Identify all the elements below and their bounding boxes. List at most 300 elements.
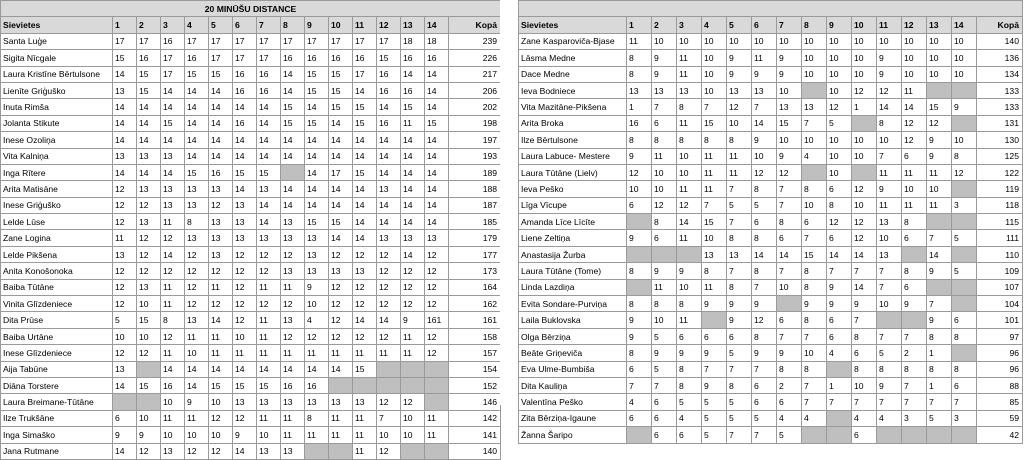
stage-score: 15	[329, 214, 353, 230]
stage-score: 12	[329, 312, 353, 328]
stage-score: 9	[185, 394, 209, 410]
stage-score: 9	[652, 66, 677, 82]
stage-score: 10	[952, 33, 977, 49]
stage-score: 12	[137, 246, 161, 262]
stage-score: 16	[401, 50, 425, 66]
stage-score: 9	[877, 66, 902, 82]
stage-score: 6	[952, 377, 977, 393]
stage-score: 9	[652, 50, 677, 66]
column-header: 5	[727, 17, 752, 33]
stage-score: 14	[209, 361, 233, 377]
stage-score: 6	[113, 410, 137, 426]
stage-score: 13	[281, 263, 305, 279]
stage-score: 10	[827, 148, 852, 164]
athlete-name: Laura Labuce- Mestere	[519, 148, 627, 164]
column-header: 10	[329, 17, 353, 33]
stage-score: 6	[777, 312, 802, 328]
stage-score: 18	[401, 33, 425, 49]
header-row	[1, 17, 501, 33]
stage-score: 9	[777, 50, 802, 66]
athlete-name: Baiba Tūtāne	[1, 279, 113, 295]
stage-score: 16	[377, 115, 401, 131]
stage-score: 13	[329, 263, 353, 279]
stage-score: 8	[927, 328, 952, 344]
athlete-name: Zane Logina	[1, 230, 113, 246]
stage-score: 15	[927, 99, 952, 115]
stage-score: 14	[209, 99, 233, 115]
stage-score: 14	[233, 181, 257, 197]
stage-score: 8	[677, 361, 702, 377]
stage-score: 14	[329, 132, 353, 148]
stage-score: 8	[627, 66, 652, 82]
stage-score	[137, 394, 161, 410]
stage-score: 12	[257, 263, 281, 279]
stage-score: 5	[777, 427, 802, 443]
stage-score: 9	[137, 427, 161, 443]
stage-score: 10	[652, 164, 677, 180]
column-header: 4	[185, 17, 209, 33]
stage-score: 14	[902, 99, 927, 115]
stage-score: 9	[113, 427, 137, 443]
stage-score: 10	[702, 33, 727, 49]
table-row	[519, 345, 1023, 361]
stage-score: 12	[752, 312, 777, 328]
stage-score: 10	[137, 410, 161, 426]
stage-score: 13	[209, 230, 233, 246]
table-row	[1, 82, 501, 98]
stage-score: 12	[209, 296, 233, 312]
stage-score: 8	[752, 328, 777, 344]
column-header: 8	[281, 17, 305, 33]
stage-score: 11	[185, 410, 209, 426]
stage-score: 10	[377, 427, 401, 443]
stage-score: 13	[209, 181, 233, 197]
stage-score: 14	[401, 197, 425, 213]
stage-score: 6	[902, 279, 927, 295]
athlete-name: Ieva Bodniece	[519, 82, 627, 98]
stage-score: 11	[927, 164, 952, 180]
stage-score: 16	[185, 50, 209, 66]
stage-score: 8	[927, 361, 952, 377]
stage-score: 12	[777, 164, 802, 180]
stage-score	[627, 214, 652, 230]
stage-score: 13	[305, 230, 329, 246]
stage-score: 11	[425, 410, 449, 426]
table-row	[1, 377, 501, 393]
athlete-name: Lienīte Griģuško	[1, 82, 113, 98]
stage-score: 6	[652, 394, 677, 410]
stage-score: 13	[233, 394, 257, 410]
stage-score: 12	[113, 263, 137, 279]
stage-score: 7	[777, 263, 802, 279]
athlete-name: Lāsma Medne	[519, 50, 627, 66]
stage-score: 14	[677, 214, 702, 230]
stage-score	[952, 82, 977, 98]
athlete-name: Ieva Peško	[519, 181, 627, 197]
athlete-name: Laila Buklovska	[519, 312, 627, 328]
stage-score: 16	[281, 50, 305, 66]
stage-score: 10	[852, 33, 877, 49]
column-header: 3	[677, 17, 702, 33]
stage-score: 14	[329, 181, 353, 197]
stage-score: 1	[852, 99, 877, 115]
total-score: 107	[977, 279, 1023, 295]
stage-score: 17	[233, 50, 257, 66]
stage-score: 15	[233, 164, 257, 180]
stage-score: 9	[727, 66, 752, 82]
athlete-name: Jolanta Stikute	[1, 115, 113, 131]
stage-score: 7	[727, 214, 752, 230]
table-row	[1, 197, 501, 213]
stage-score: 12	[377, 328, 401, 344]
stage-score: 14	[353, 132, 377, 148]
stage-score: 16	[425, 50, 449, 66]
total-score: 97	[977, 328, 1023, 344]
stage-score: 12	[185, 296, 209, 312]
stage-score: 14	[305, 148, 329, 164]
table-row	[519, 33, 1023, 49]
stage-score	[329, 377, 353, 393]
stage-score: 8	[702, 132, 727, 148]
column-header: 14	[952, 17, 977, 33]
stage-score: 10	[652, 312, 677, 328]
stage-score: 7	[727, 181, 752, 197]
stage-score: 12	[627, 164, 652, 180]
stage-score	[113, 394, 137, 410]
stage-score: 11	[329, 345, 353, 361]
total-score: 226	[449, 50, 501, 66]
stage-score: 13	[877, 214, 902, 230]
stage-score: 14	[425, 164, 449, 180]
table-row	[519, 410, 1023, 426]
stage-score: 15	[233, 377, 257, 393]
stage-score: 10	[802, 132, 827, 148]
stage-score: 7	[727, 427, 752, 443]
stage-score: 14	[305, 132, 329, 148]
column-header: Sievietes	[519, 17, 627, 33]
stage-score: 7	[627, 377, 652, 393]
stage-score: 14	[353, 82, 377, 98]
stage-score: 12	[137, 443, 161, 459]
stage-score: 10	[927, 66, 952, 82]
stage-score: 14	[137, 99, 161, 115]
stage-score	[777, 296, 802, 312]
stage-score: 14	[257, 148, 281, 164]
stage-score	[702, 312, 727, 328]
stage-score: 8	[627, 132, 652, 148]
table-row	[1, 279, 501, 295]
stage-score: 15	[305, 214, 329, 230]
table-row	[519, 197, 1023, 213]
table-row	[519, 99, 1023, 115]
stage-score: 4	[777, 410, 802, 426]
stage-score: 10	[802, 33, 827, 49]
stage-score: 10	[827, 82, 852, 98]
stage-score: 10	[952, 132, 977, 148]
stage-score: 14	[927, 246, 952, 262]
stage-score: 14	[777, 246, 802, 262]
stage-score: 4	[305, 312, 329, 328]
stage-score: 10	[802, 66, 827, 82]
stage-score: 17	[281, 33, 305, 49]
stage-score: 5	[727, 410, 752, 426]
stage-score: 8	[677, 99, 702, 115]
stage-score: 11	[257, 312, 281, 328]
stage-score: 13	[281, 443, 305, 459]
stage-score: 9	[827, 279, 852, 295]
stage-score: 11	[161, 279, 185, 295]
stage-score: 14	[329, 115, 353, 131]
sheet-title: 20 MINŪŠU DISTANCE	[1, 1, 501, 17]
stage-score: 11	[752, 50, 777, 66]
stage-score: 15	[281, 99, 305, 115]
stage-score: 14	[752, 246, 777, 262]
stage-score: 13	[281, 230, 305, 246]
stage-score: 8	[952, 361, 977, 377]
stage-score: 9	[727, 312, 752, 328]
stage-score: 8	[802, 312, 827, 328]
stage-score: 8	[627, 345, 652, 361]
stage-score: 10	[677, 148, 702, 164]
stage-score: 17	[113, 33, 137, 49]
stage-score	[902, 246, 927, 262]
stage-score: 14	[281, 361, 305, 377]
stage-score: 9	[752, 66, 777, 82]
stage-score: 10	[902, 33, 927, 49]
total-score: 59	[977, 410, 1023, 426]
stage-score: 17	[353, 66, 377, 82]
stage-score: 15	[185, 164, 209, 180]
table-row	[1, 427, 501, 443]
stage-score: 10	[702, 82, 727, 98]
total-score: 141	[449, 427, 501, 443]
column-header: 6	[752, 17, 777, 33]
stage-score: 11	[353, 345, 377, 361]
total-score: 130	[977, 132, 1023, 148]
stage-score: 12	[257, 296, 281, 312]
stage-score: 14	[281, 197, 305, 213]
stage-score: 14	[401, 66, 425, 82]
stage-score: 15	[425, 115, 449, 131]
athlete-name: Inga Simaško	[1, 427, 113, 443]
table-row	[1, 50, 501, 66]
stage-score: 12	[113, 181, 137, 197]
total-score: 42	[977, 427, 1023, 443]
stage-score: 15	[161, 115, 185, 131]
stage-score: 11	[902, 197, 927, 213]
stage-score: 9	[802, 296, 827, 312]
stage-score: 13	[233, 197, 257, 213]
stage-score: 13	[185, 197, 209, 213]
stage-score	[952, 181, 977, 197]
stage-score: 10	[702, 230, 727, 246]
stage-score: 14	[305, 181, 329, 197]
column-header: 14	[425, 17, 449, 33]
stage-score: 13	[161, 148, 185, 164]
stage-score: 11	[329, 427, 353, 443]
stage-score: 12	[185, 279, 209, 295]
stage-score: 14	[113, 443, 137, 459]
stage-score: 9	[927, 312, 952, 328]
stage-score: 14	[377, 312, 401, 328]
athlete-name: Baiba Urtāne	[1, 328, 113, 344]
stage-score: 11	[209, 279, 233, 295]
stage-score: 3	[952, 197, 977, 213]
stage-score: 7	[802, 328, 827, 344]
stage-score: 12	[401, 263, 425, 279]
stage-score: 7	[652, 99, 677, 115]
stage-score: 12	[353, 279, 377, 295]
stage-score: 10	[209, 394, 233, 410]
stage-score: 13	[113, 148, 137, 164]
athlete-name: Anastasija Žurba	[519, 246, 627, 262]
stage-score: 5	[927, 410, 952, 426]
stage-score: 7	[752, 99, 777, 115]
stage-score: 7	[927, 394, 952, 410]
total-score: 161	[449, 312, 501, 328]
stage-score: 7	[902, 328, 927, 344]
stage-score: 14	[257, 132, 281, 148]
stage-score: 8	[677, 296, 702, 312]
stage-score	[425, 377, 449, 393]
stage-score: 9	[752, 345, 777, 361]
stage-score: 12	[233, 296, 257, 312]
stage-score: 12	[425, 263, 449, 279]
athlete-name: Ilze Bērtulsone	[519, 132, 627, 148]
stage-score: 13	[627, 82, 652, 98]
stage-score: 11	[677, 66, 702, 82]
stage-score: 13	[281, 312, 305, 328]
stage-score: 4	[677, 410, 702, 426]
stage-score	[305, 443, 329, 459]
stage-score: 12	[377, 394, 401, 410]
stage-score: 8	[852, 328, 877, 344]
stage-score: 8	[652, 132, 677, 148]
stage-score: 15	[137, 66, 161, 82]
stage-score: 8	[185, 214, 209, 230]
stage-score: 15	[281, 115, 305, 131]
stage-score: 17	[305, 33, 329, 49]
results-table-left	[0, 0, 501, 460]
table-row	[1, 181, 501, 197]
stage-score: 12	[137, 197, 161, 213]
stage-score	[827, 361, 852, 377]
stage-score	[952, 345, 977, 361]
stage-score: 10	[627, 181, 652, 197]
stage-score: 13	[113, 82, 137, 98]
stage-score: 14	[353, 197, 377, 213]
table-row	[519, 312, 1023, 328]
stage-score	[852, 164, 877, 180]
stage-score: 5	[752, 410, 777, 426]
stage-score: 16	[305, 50, 329, 66]
stage-score: 14	[113, 164, 137, 180]
stage-score: 5	[952, 230, 977, 246]
stage-score: 8	[752, 263, 777, 279]
stage-score: 15	[209, 377, 233, 393]
stage-score: 14	[209, 115, 233, 131]
total-score: 96	[977, 361, 1023, 377]
stage-score: 12	[233, 410, 257, 426]
stage-score: 6	[827, 328, 852, 344]
stage-score: 8	[777, 361, 802, 377]
stage-score: 8	[802, 263, 827, 279]
stage-score: 6	[652, 410, 677, 426]
column-header: 13	[927, 17, 952, 33]
stage-score: 13	[209, 214, 233, 230]
table-row	[519, 132, 1023, 148]
athlete-name: Liene Zeltiņa	[519, 230, 627, 246]
stage-score: 11	[113, 230, 137, 246]
stage-score: 14	[377, 164, 401, 180]
stage-score: 9	[627, 230, 652, 246]
stage-score: 13	[652, 82, 677, 98]
stage-score: 12	[852, 230, 877, 246]
stage-score: 17	[137, 33, 161, 49]
stage-score: 11	[257, 279, 281, 295]
stage-score: 11	[401, 328, 425, 344]
stage-score: 14	[305, 164, 329, 180]
stage-score: 10	[777, 82, 802, 98]
stage-score: 7	[952, 394, 977, 410]
total-score: 136	[977, 50, 1023, 66]
stage-score: 14	[185, 115, 209, 131]
stage-score: 8	[802, 181, 827, 197]
stage-score: 11	[677, 115, 702, 131]
stage-score: 13	[401, 230, 425, 246]
stage-score: 13	[185, 230, 209, 246]
stage-score: 7	[777, 197, 802, 213]
stage-score	[952, 279, 977, 295]
stage-score: 5	[827, 115, 852, 131]
stage-score: 14	[209, 312, 233, 328]
stage-score: 14	[233, 132, 257, 148]
stage-score	[877, 312, 902, 328]
stage-score: 16	[353, 50, 377, 66]
stage-score: 14	[377, 197, 401, 213]
total-score: 158	[449, 328, 501, 344]
stage-score: 6	[752, 214, 777, 230]
stage-score: 15	[353, 164, 377, 180]
table-row	[519, 164, 1023, 180]
stage-score: 11	[677, 50, 702, 66]
stage-score: 9	[702, 345, 727, 361]
total-score: 118	[977, 197, 1023, 213]
stage-score: 14	[305, 99, 329, 115]
stage-score: 17	[353, 33, 377, 49]
stage-score: 15	[353, 99, 377, 115]
stage-score: 15	[329, 99, 353, 115]
stage-score: 9	[927, 132, 952, 148]
stage-score: 10	[802, 345, 827, 361]
stage-score: 14	[113, 115, 137, 131]
stage-score: 6	[677, 427, 702, 443]
stage-score: 12	[209, 443, 233, 459]
stage-score: 7	[852, 263, 877, 279]
stage-score: 16	[233, 115, 257, 131]
stage-score: 8	[627, 50, 652, 66]
total-score: 101	[977, 312, 1023, 328]
athlete-name: Jana Rutmane	[1, 443, 113, 459]
stage-score: 10	[702, 66, 727, 82]
stage-score: 161	[425, 312, 449, 328]
stage-score: 10	[161, 394, 185, 410]
stage-score: 16	[257, 82, 281, 98]
stage-score: 14	[329, 230, 353, 246]
stage-score: 10	[652, 181, 677, 197]
stage-score: 14	[185, 132, 209, 148]
table-row	[1, 164, 501, 180]
